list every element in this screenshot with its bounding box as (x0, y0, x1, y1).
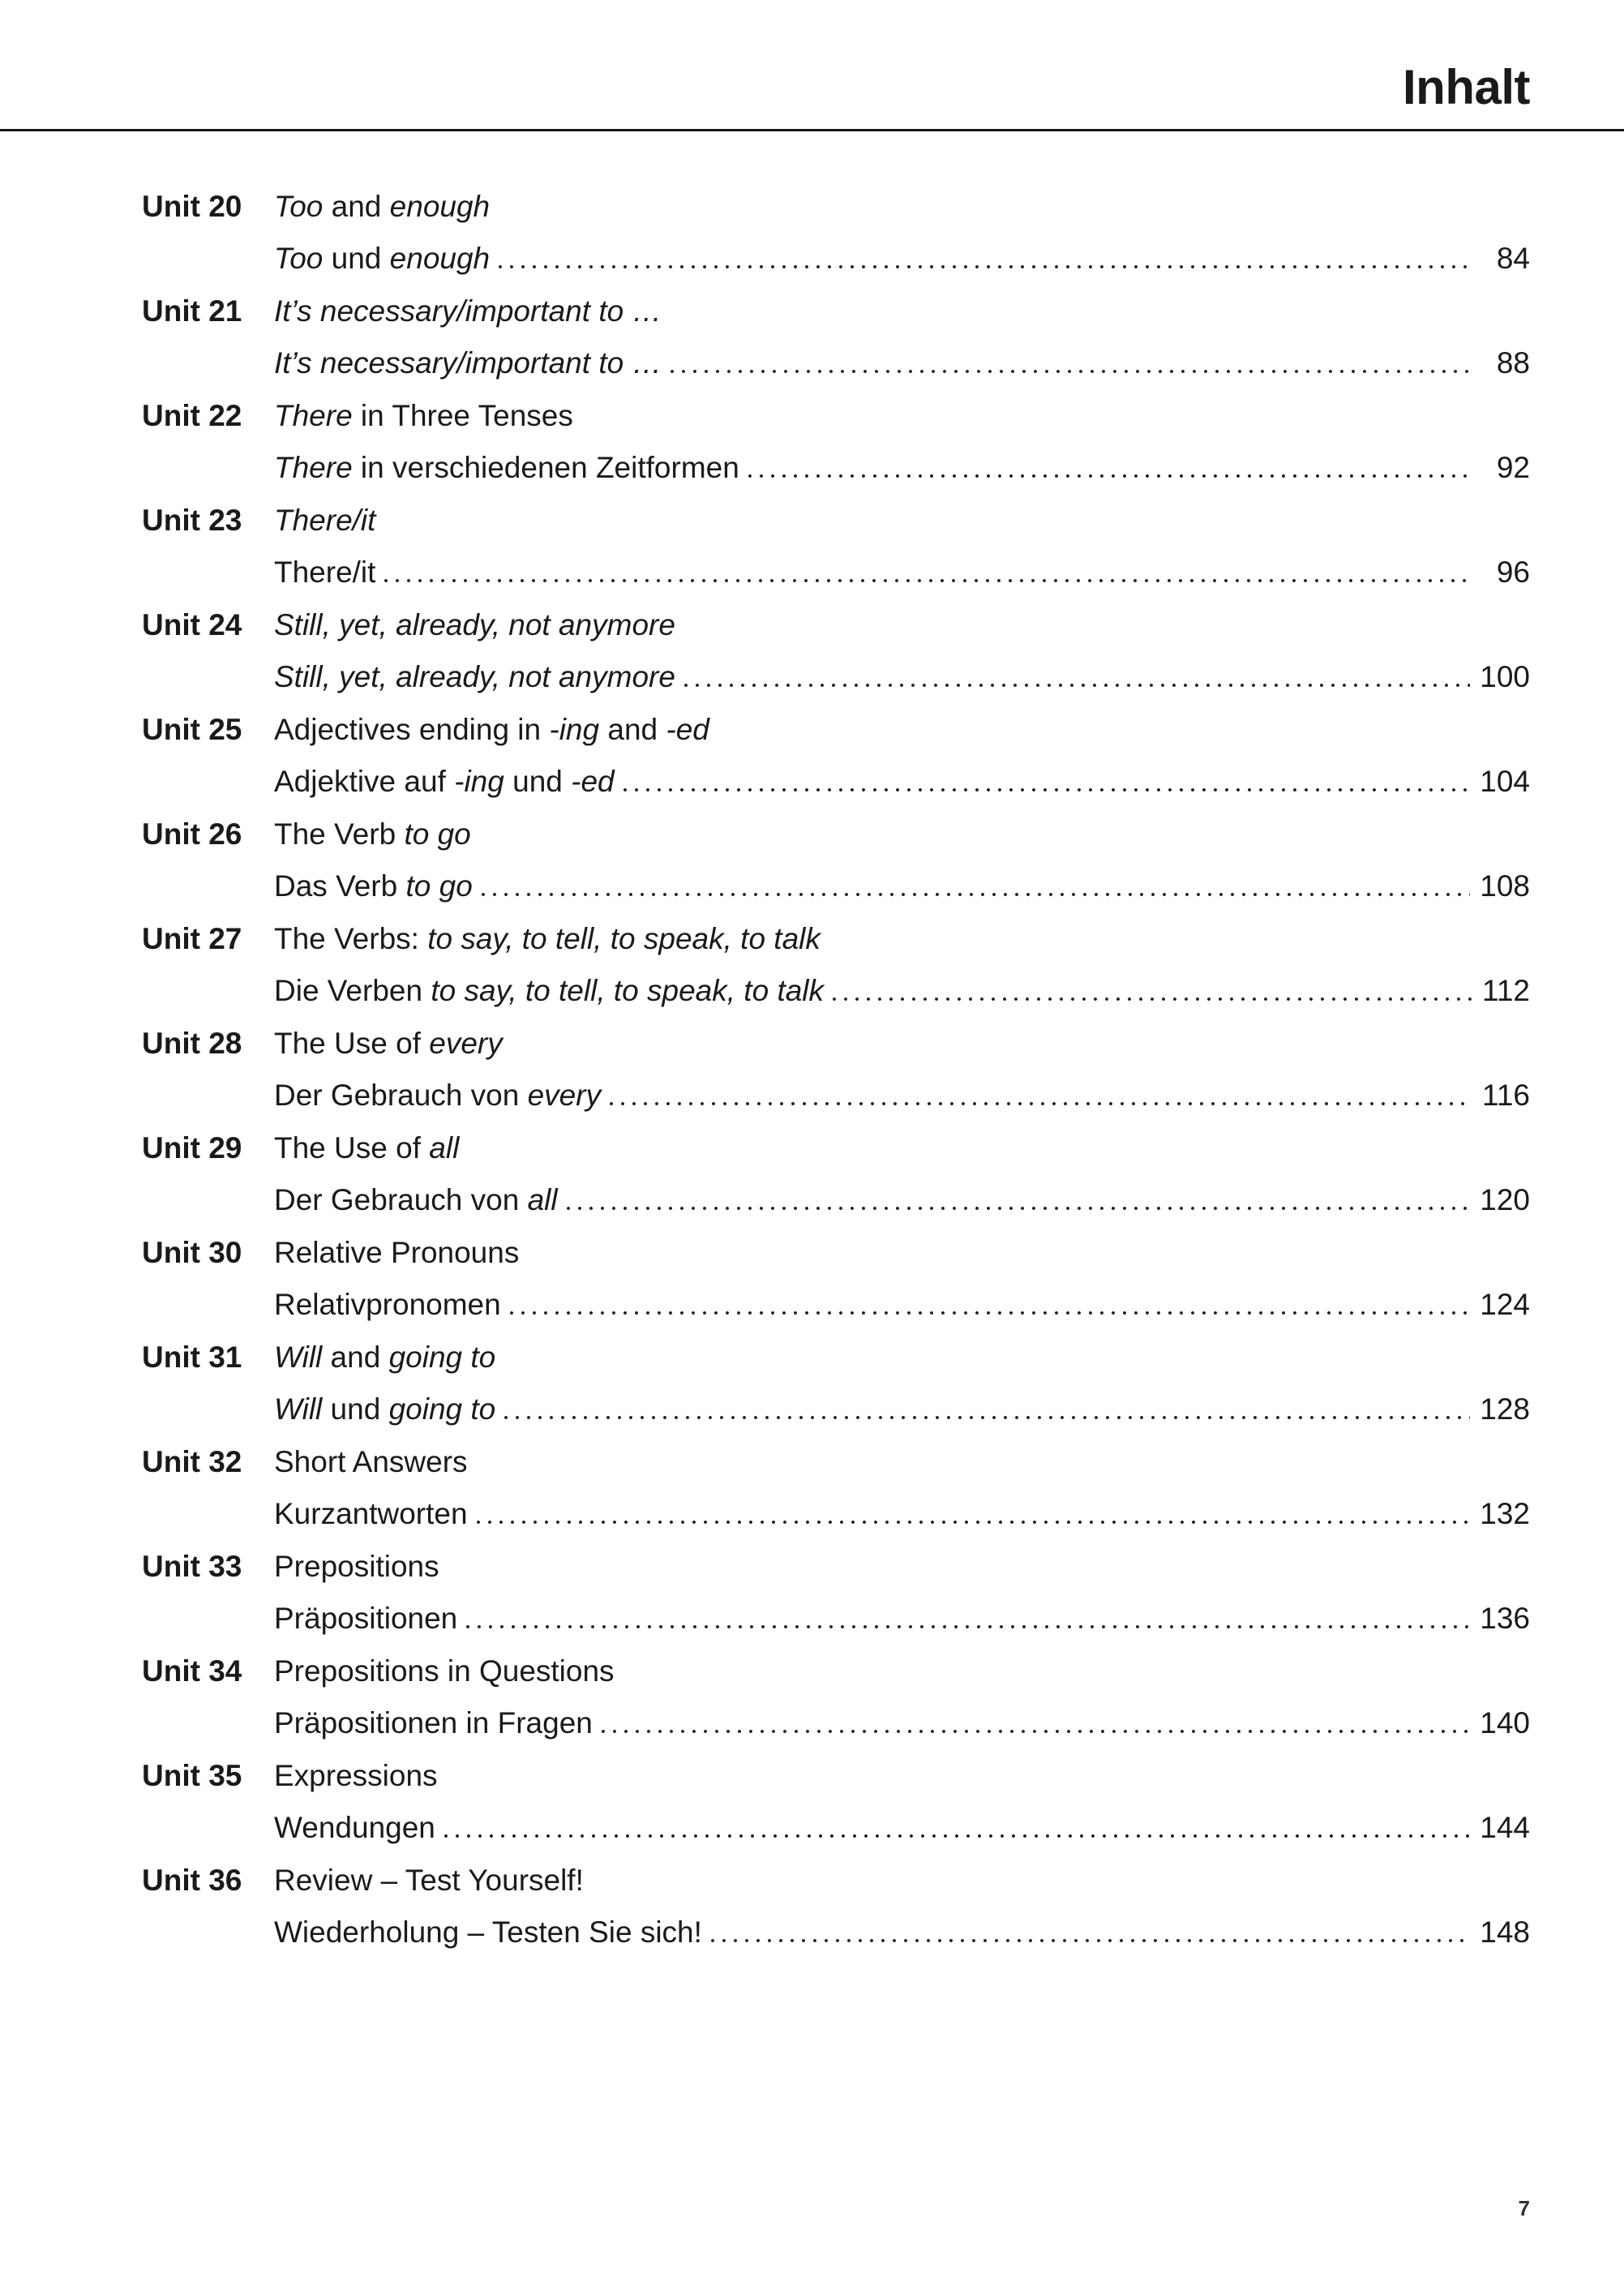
toc-entry-row[interactable] (142, 1279, 1530, 1332)
title-segment: Review – Test Yourself! (274, 1863, 584, 1897)
dot-leader (744, 473, 1473, 479)
dot-leader (440, 1833, 1470, 1839)
toc-unit-heading-row (142, 1854, 1530, 1907)
dot-leader (563, 1205, 1471, 1212)
unit-german-title[interactable] (274, 871, 473, 901)
toc-unit (142, 1226, 1530, 1331)
dot-leader (473, 1519, 1471, 1525)
table-of-contents (142, 180, 1530, 1958)
title-segment: enough (389, 189, 491, 223)
title-segment: Relative Pronouns (274, 1235, 520, 1269)
dot-leader (598, 1728, 1470, 1735)
toc-unit (142, 1122, 1530, 1226)
unit-english-title (274, 1130, 460, 1165)
unit-english-title (274, 819, 471, 849)
unit-english-title (274, 1865, 584, 1895)
toc-entry-row[interactable] (142, 1070, 1530, 1122)
toc-page-number[interactable]: 92 (1496, 451, 1530, 485)
unit-label: Unit 25 (142, 712, 242, 746)
unit-english-title (274, 398, 573, 432)
toc-unit-heading-row (142, 1645, 1530, 1697)
title-segment: The Verbs: (274, 921, 428, 955)
toc-unit (142, 389, 1530, 494)
toc-entry-row[interactable] (142, 1174, 1530, 1227)
unit-german-title[interactable] (274, 242, 491, 276)
toc-unit-heading-row (142, 598, 1530, 651)
toc-entry-row[interactable] (142, 756, 1530, 809)
title-segment: all (527, 1183, 558, 1217)
title-segment: in Three Tenses (352, 398, 573, 432)
title-segment: und (323, 242, 390, 276)
toc-unit-heading-row (142, 1122, 1530, 1174)
toc-unit (142, 808, 1530, 912)
title-segment: Adjektive auf (274, 765, 455, 799)
toc-unit-heading-row (142, 1331, 1530, 1383)
unit-german-title[interactable] (274, 1185, 558, 1215)
unit-german-title[interactable] (274, 1079, 602, 1113)
unit-label: Unit 22 (142, 398, 242, 432)
title-segment: in verschiedenen Zeitformen (352, 451, 739, 485)
title-segment: Still, yet, already, not anymore (274, 660, 675, 694)
title-segment: to say, to tell, to speak, to talk (431, 974, 825, 1008)
toc-unit (142, 1749, 1530, 1854)
dot-leader (829, 996, 1472, 1002)
toc-page-number[interactable]: 112 (1482, 974, 1530, 1008)
title-segment: The Verb (274, 817, 405, 851)
unit-german-title[interactable] (274, 662, 675, 692)
unit-label: Unit 29 (142, 1130, 242, 1165)
title-segment: enough (389, 242, 491, 276)
toc-unit (142, 703, 1530, 808)
unit-label: Unit 26 (142, 817, 242, 851)
toc-entry-row[interactable] (142, 1488, 1530, 1541)
toc-entry-row[interactable] (142, 442, 1530, 495)
toc-unit-heading-row (142, 1226, 1530, 1279)
toc-unit-heading-row (142, 1540, 1530, 1593)
toc-unit-heading-row (142, 494, 1530, 547)
unit-english-title (274, 1551, 439, 1581)
title-segment: to say, to tell, to speak, to talk (427, 921, 821, 955)
toc-unit-heading-row (142, 180, 1530, 233)
unit-german-title[interactable] (274, 1288, 501, 1322)
title-segment: Der Gebrauch von (274, 1183, 528, 1217)
toc-unit (142, 1435, 1530, 1540)
toc-page-number[interactable]: 84 (1496, 242, 1530, 276)
title-segment: und (503, 765, 572, 799)
page-number: 7 (1518, 2196, 1530, 2220)
unit-label: Unit 21 (142, 294, 242, 328)
title-segment: Still, yet, already, not anymore (274, 607, 675, 641)
toc-unit (142, 1331, 1530, 1435)
toc-unit (142, 598, 1530, 703)
unit-english-title (274, 1758, 438, 1792)
toc-page-number[interactable]: 116 (1482, 1079, 1530, 1113)
title-segment: Relativpronomen (274, 1288, 501, 1322)
unit-german-title[interactable] (274, 348, 662, 378)
toc-page-number[interactable]: 100 (1480, 660, 1530, 694)
unit-german-title[interactable] (274, 453, 739, 483)
title-segment: It’s necessary/important to … (274, 294, 662, 328)
unit-label: Unit 35 (142, 1758, 242, 1792)
toc-page-number[interactable]: 140 (1480, 1706, 1530, 1740)
unit-english-title (274, 1656, 615, 1686)
title-segment: Adjectives ending in (274, 712, 550, 746)
unit-label: Unit 32 (142, 1444, 242, 1478)
toc-entry-row[interactable] (142, 1697, 1530, 1750)
unit-label: Unit 34 (142, 1654, 242, 1688)
unit-english-title (274, 1342, 495, 1372)
unit-label: Unit 30 (142, 1235, 242, 1269)
title-segment: The Use of (274, 1026, 430, 1060)
unit-label: Unit 23 (142, 503, 242, 537)
toc-page-number[interactable]: 136 (1480, 1602, 1530, 1636)
title-segment: and (599, 712, 666, 746)
toc-entry-row[interactable] (142, 1593, 1530, 1645)
title-segment: There/it (274, 503, 376, 537)
toc-page-number[interactable]: 104 (1480, 765, 1530, 799)
title-segment: There (274, 451, 353, 485)
title-segment: -ing (454, 765, 504, 799)
title-segment: Wiederholung – Testen Sie sich! (274, 1915, 702, 1950)
dot-leader (666, 368, 1473, 375)
title-segment: all (429, 1130, 460, 1165)
toc-entry-row[interactable] (142, 860, 1530, 913)
title-segment: Will (274, 1392, 323, 1426)
unit-german-title[interactable] (274, 1915, 702, 1950)
toc-entry-row[interactable] (142, 1383, 1530, 1436)
unit-english-title (274, 1444, 468, 1478)
unit-label: Unit 31 (142, 1340, 242, 1374)
toc-page-number[interactable]: 144 (1480, 1811, 1530, 1845)
toc-page-number[interactable]: 124 (1480, 1288, 1530, 1322)
title-segment: Präpositionen (274, 1602, 458, 1636)
title-segment: Will (274, 1340, 323, 1374)
unit-german-title[interactable] (274, 1708, 593, 1738)
title-segment: Präpositionen in Fragen (274, 1706, 593, 1740)
unit-german-title[interactable] (274, 1394, 495, 1424)
toc-unit (142, 1645, 1530, 1749)
unit-english-title (274, 1235, 520, 1269)
dot-leader (680, 682, 1470, 688)
title-segment: There/it (274, 556, 376, 590)
title-segment: There (274, 398, 353, 432)
title-segment: and (323, 189, 390, 223)
unit-label: Unit 24 (142, 607, 242, 641)
unit-english-title (274, 296, 662, 326)
title-segment: Wendungen (274, 1811, 435, 1845)
title-segment: The Use of (274, 1130, 430, 1165)
toc-unit (142, 1854, 1530, 1958)
dot-leader (495, 264, 1473, 270)
title-segment: to go (405, 869, 473, 903)
unit-label: Unit 20 (142, 189, 242, 223)
unit-english-title (274, 191, 490, 221)
header-divider (0, 129, 1624, 131)
toc-unit-heading-row (142, 1749, 1530, 1802)
toc-unit-heading-row (142, 1017, 1530, 1070)
toc-unit (142, 494, 1530, 598)
toc-unit-heading-row (142, 389, 1530, 442)
title-segment: und (322, 1392, 389, 1426)
unit-english-title (274, 505, 375, 535)
unit-german-title[interactable] (274, 976, 824, 1006)
title-segment: -ed (666, 712, 709, 746)
dot-leader (606, 1100, 1472, 1107)
unit-english-title (274, 607, 675, 641)
title-segment: -ed (571, 765, 615, 799)
title-segment: going to (388, 1340, 496, 1374)
toc-page-number[interactable]: 88 (1496, 346, 1530, 380)
toc-unit-heading-row (142, 1435, 1530, 1488)
title-segment: going to (388, 1392, 496, 1426)
title-segment: Prepositions in Questions (274, 1654, 615, 1688)
dot-leader (707, 1937, 1470, 1944)
toc-page-number[interactable]: 132 (1480, 1497, 1530, 1531)
toc-unit (142, 180, 1530, 285)
unit-label: Unit 33 (142, 1549, 242, 1583)
title-segment: Das Verb (274, 869, 406, 903)
dot-leader (500, 1414, 1470, 1421)
toc-entry-row[interactable] (142, 651, 1530, 704)
unit-german-title[interactable] (274, 1499, 468, 1529)
title-segment: Too (274, 189, 324, 223)
title-segment: to go (404, 817, 471, 851)
toc-unit (142, 285, 1530, 389)
toc-unit-heading-row (142, 285, 1530, 337)
toc-unit (142, 1017, 1530, 1122)
unit-label: Unit 28 (142, 1026, 242, 1060)
dot-leader (478, 891, 1470, 898)
unit-german-title[interactable] (274, 1602, 458, 1636)
toc-unit (142, 912, 1530, 1017)
dot-leader (462, 1624, 1470, 1630)
dot-leader (506, 1310, 1471, 1316)
title-segment: Die Verben (274, 974, 431, 1008)
toc-unit-heading-row (142, 703, 1530, 756)
title-segment: Der Gebrauch von (274, 1079, 528, 1113)
toc-entry-row[interactable] (142, 1802, 1530, 1855)
unit-label: Unit 36 (142, 1863, 242, 1897)
title-segment: Too (274, 242, 324, 276)
unit-english-title (274, 1028, 503, 1058)
unit-german-title[interactable] (274, 765, 615, 799)
title-segment: and (322, 1340, 389, 1374)
toc-page-number[interactable]: 128 (1480, 1392, 1530, 1426)
title-segment: every (527, 1079, 602, 1113)
unit-german-title[interactable] (274, 1811, 435, 1845)
toc-entry-row[interactable] (142, 337, 1530, 390)
dot-leader (619, 787, 1471, 793)
title-segment: Expressions (274, 1758, 438, 1792)
toc-page-number[interactable]: 108 (1480, 869, 1530, 903)
unit-english-title (274, 921, 821, 955)
dot-leader (380, 577, 1473, 584)
title-segment: Kurzantworten (274, 1497, 468, 1531)
toc-entry-row[interactable] (142, 1907, 1530, 1959)
title-segment: Prepositions (274, 1549, 439, 1583)
unit-english-title (274, 714, 709, 744)
toc-unit-heading-row (142, 912, 1530, 965)
title-segment: -ing (549, 712, 600, 746)
toc-page-number[interactable]: 148 (1480, 1915, 1530, 1950)
toc-page-number[interactable]: 96 (1496, 556, 1530, 590)
unit-german-title[interactable] (274, 556, 376, 590)
toc-entry-row[interactable] (142, 547, 1530, 599)
toc-entry-row[interactable] (142, 965, 1530, 1018)
unit-label: Unit 27 (142, 921, 242, 955)
toc-unit-heading-row (142, 808, 1530, 860)
title-segment: every (429, 1026, 503, 1060)
title-segment: Short Answers (274, 1444, 468, 1478)
toc-entry-row[interactable] (142, 233, 1530, 285)
toc-unit (142, 1540, 1530, 1645)
toc-page-number[interactable]: 120 (1480, 1183, 1530, 1217)
title-segment: It’s necessary/important to … (274, 346, 662, 380)
page-title: Inhalt (1403, 60, 1530, 114)
